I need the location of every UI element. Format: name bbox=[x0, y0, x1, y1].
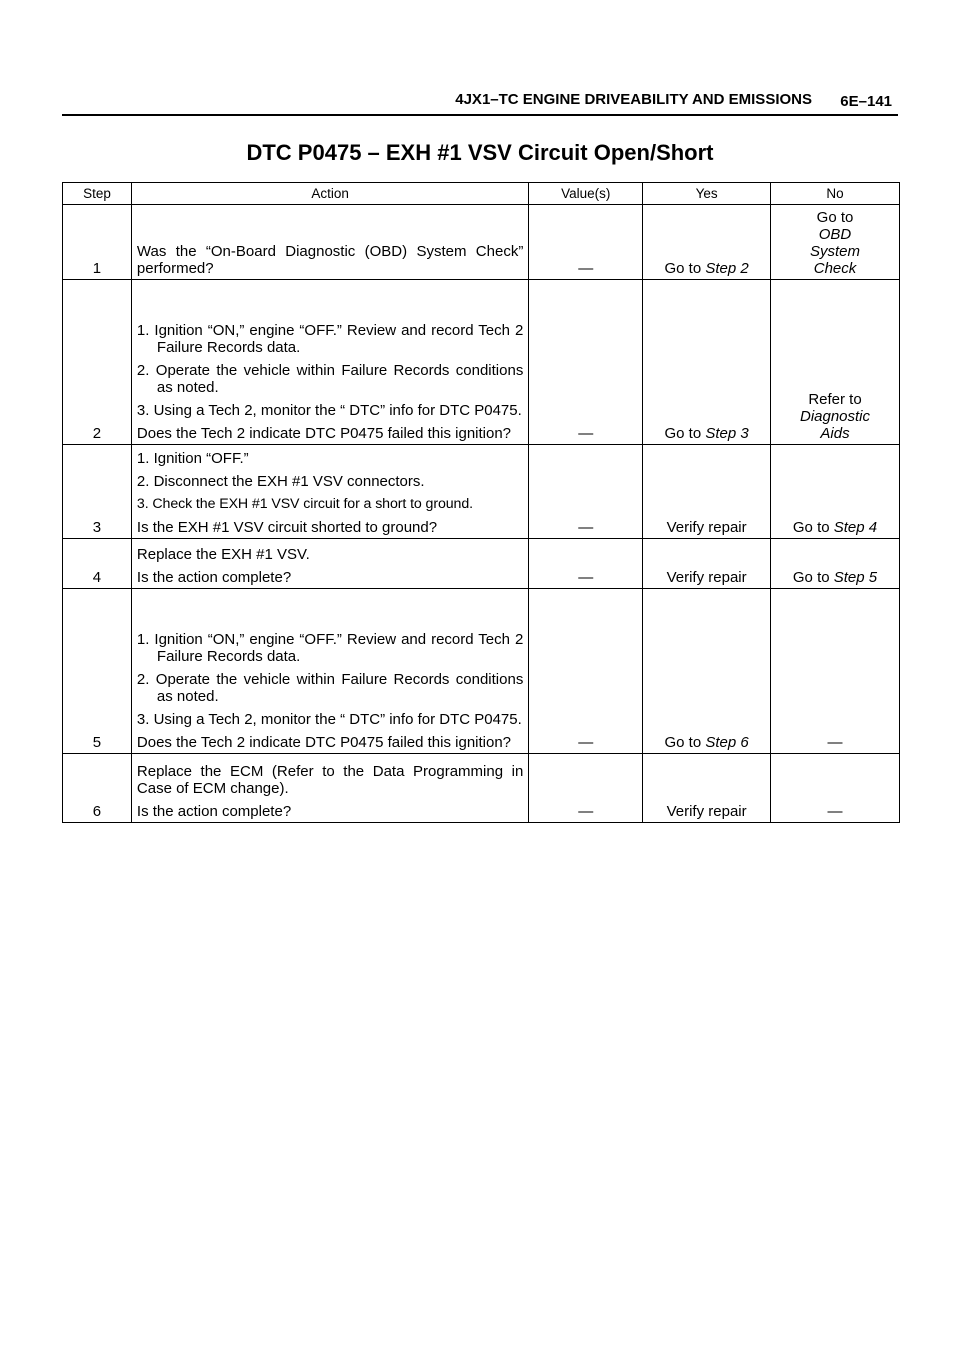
no-ref: Diagnostic Aids bbox=[799, 408, 871, 442]
yes-cell bbox=[643, 589, 771, 754]
step-number: 4 bbox=[63, 539, 132, 589]
action-question: Is the action complete? bbox=[136, 803, 292, 820]
value-cell: — bbox=[529, 445, 643, 539]
column-header-no: No bbox=[771, 183, 900, 205]
table-row bbox=[63, 754, 900, 823]
column-header-step: Step bbox=[63, 183, 132, 205]
yes-cell bbox=[643, 205, 771, 280]
yes-prefix: Verify repair bbox=[666, 803, 747, 820]
step-number: 2 bbox=[63, 280, 132, 445]
table-row bbox=[63, 280, 900, 445]
action-cell bbox=[131, 539, 528, 589]
no-prefix: — bbox=[827, 803, 843, 820]
action-item: 2. Operate the vehicle within Failure Records conditions as noted. bbox=[136, 671, 524, 705]
value-cell: — bbox=[529, 280, 643, 445]
action-question: Does the Tech 2 indicate DTC P0475 failed this ignition? bbox=[136, 425, 512, 442]
no-cell bbox=[771, 754, 900, 823]
action-cell bbox=[131, 280, 528, 445]
action-item: 3. Using a Tech 2, monitor the “ DTC” info for DTC P0475. bbox=[136, 402, 522, 419]
value-cell: — bbox=[529, 539, 643, 589]
table-row bbox=[63, 539, 900, 589]
page-header bbox=[62, 88, 898, 116]
yes-ref: Step 3 bbox=[705, 425, 749, 442]
step-number: 6 bbox=[63, 754, 132, 823]
action-cell bbox=[131, 754, 528, 823]
step-number: 5 bbox=[63, 589, 132, 754]
action-item: 2. Operate the vehicle within Failure Records conditions as noted. bbox=[136, 362, 524, 396]
no-prefix: Go to bbox=[816, 209, 854, 226]
column-header-action: Action bbox=[131, 183, 528, 205]
yes-prefix: Go to bbox=[664, 425, 702, 442]
no-cell bbox=[771, 280, 900, 445]
action-question: Is the EXH #1 VSV circuit shorted to ground? bbox=[136, 519, 438, 536]
step-number: 3 bbox=[63, 445, 132, 539]
table-row bbox=[63, 205, 900, 280]
yes-cell bbox=[643, 280, 771, 445]
no-prefix: Go to bbox=[792, 519, 830, 536]
action-item: 1. Ignition “ON,” engine “OFF.” Review and record Tech 2 Failure Records data. bbox=[136, 631, 524, 665]
no-ref: Step 5 bbox=[833, 569, 878, 586]
value-cell: — bbox=[529, 205, 643, 280]
action-item: Replace the ECM (Refer to the Data Programming in Case of ECM change). bbox=[136, 763, 524, 797]
yes-cell bbox=[643, 445, 771, 539]
table-row bbox=[63, 445, 900, 539]
yes-prefix: Go to bbox=[664, 260, 702, 277]
action-item: 2. Disconnect the EXH #1 VSV connectors. bbox=[136, 473, 425, 490]
action-question: Is the action complete? bbox=[136, 569, 292, 586]
yes-prefix: Verify repair bbox=[666, 519, 747, 536]
page-number: 6E–141 bbox=[840, 93, 892, 110]
value-cell: — bbox=[529, 754, 643, 823]
yes-cell bbox=[643, 754, 771, 823]
step-number: 1 bbox=[63, 205, 132, 280]
action-item: 1. Ignition “ON,” engine “OFF.” Review and record Tech 2 Failure Records data. bbox=[136, 322, 524, 356]
no-prefix: Go to bbox=[792, 569, 830, 586]
diagnostic-table bbox=[62, 182, 900, 823]
yes-prefix: Go to bbox=[664, 734, 702, 751]
no-prefix: — bbox=[827, 734, 843, 751]
action-item: Replace the EXH #1 VSV. bbox=[136, 546, 310, 563]
yes-ref: Step 2 bbox=[705, 260, 749, 277]
no-ref: OBD System Check bbox=[810, 226, 861, 277]
action-item: 3. Using a Tech 2, monitor the “ DTC” info for DTC P0475. bbox=[136, 711, 522, 728]
action-item: 3. Check the EXH #1 VSV circuit for a short to ground. bbox=[136, 496, 473, 512]
table-header-row bbox=[63, 183, 900, 205]
action-cell bbox=[131, 205, 528, 280]
column-header-values: Value(s) bbox=[529, 183, 643, 205]
no-cell bbox=[771, 445, 900, 539]
no-prefix: Refer to bbox=[808, 391, 862, 408]
column-header-yes: Yes bbox=[643, 183, 771, 205]
action-question: Was the “On-Board Diagnostic (OBD) System Check” performed? bbox=[136, 243, 524, 277]
action-cell bbox=[131, 589, 528, 754]
no-ref: Step 4 bbox=[833, 519, 878, 536]
yes-ref: Step 6 bbox=[705, 734, 749, 751]
no-cell bbox=[771, 539, 900, 589]
action-item: 1. Ignition “OFF.” bbox=[136, 450, 249, 467]
no-cell bbox=[771, 205, 900, 280]
value-cell: — bbox=[529, 589, 643, 754]
action-cell bbox=[131, 445, 528, 539]
yes-prefix: Verify repair bbox=[666, 569, 747, 586]
document-title: DTC P0475 – EXH #1 VSV Circuit Open/Short bbox=[246, 140, 714, 165]
section-title: 4JX1–TC ENGINE DRIVEABILITY AND EMISSIONS bbox=[455, 91, 812, 108]
yes-cell bbox=[643, 539, 771, 589]
no-cell bbox=[771, 589, 900, 754]
table-row bbox=[63, 589, 900, 754]
action-question: Does the Tech 2 indicate DTC P0475 failed this ignition? bbox=[136, 734, 512, 751]
